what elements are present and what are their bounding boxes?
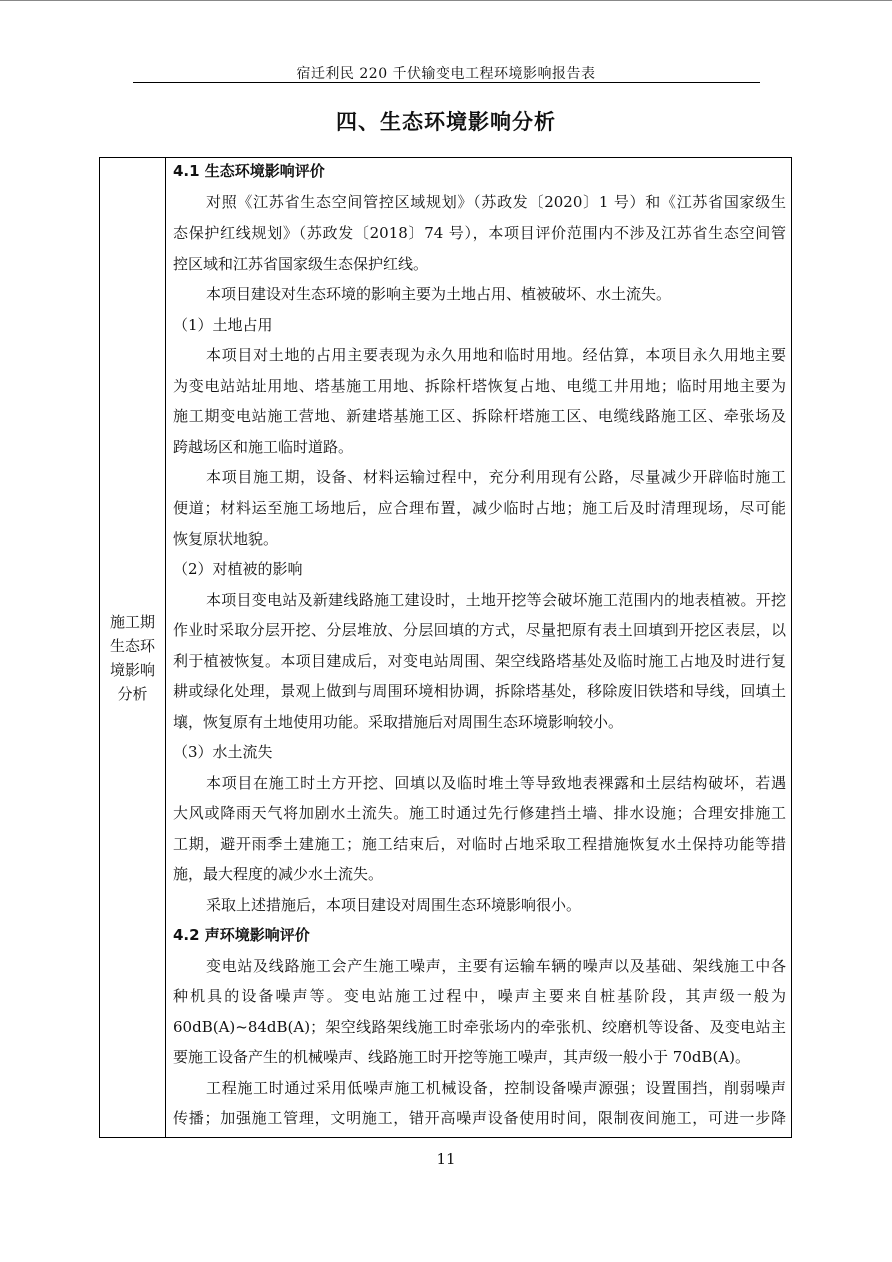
paragraph-line: 对照《江苏省生态空间管控区域规划》（苏政发〔2020〕1 号）和《江苏省国家级生 — [206, 193, 786, 211]
subheading-soil-erosion: （3）水土流失 — [173, 743, 273, 761]
left-label-line: 分析 — [117, 685, 148, 703]
paragraph-line: 工程施工时通过采用低噪声施工机械设备，控制设备噪声源强；设置围挡，削弱噪声 — [206, 1079, 786, 1097]
paragraph-line: 壤，恢复原有土地使用功能。采取措施后对周围生态环境影响较小。 — [173, 713, 624, 731]
paragraph-line: 本项目建设对生态环境的影响主要为土地占用、植被破坏、水土流失。 — [206, 285, 672, 303]
paragraph-line: 跨越场区和施工临时道路。 — [173, 438, 354, 456]
paragraph-line: 传播；加强施工管理，文明施工，错开高噪声设备使用时间，限制夜间施工，可进一步降 — [173, 1109, 786, 1127]
content-table — [99, 157, 792, 1138]
paragraph-line: 耕或绿化处理，景观上做到与周围环境相协调，拆除塔基处，移除废旧铁塔和导线，回填土 — [173, 682, 786, 700]
paragraph-line: 作业时采取分层开挖、分层堆放、分层回填的方式，尽量把原有表土回填到开挖区表层，以 — [173, 621, 786, 639]
left-label-line: 生态环 — [109, 637, 155, 655]
paragraph-line: 施工期变电站施工营地、新建塔基施工区、拆除杆塔施工区、电缆线路施工区、牵张场及 — [173, 407, 786, 425]
paragraph-line: 本项目对土地的占用主要表现为永久用地和临时用地。经估算，本项目永久用地主要 — [206, 346, 786, 364]
heading-4-1: 4.1 生态环境影响评价 — [173, 162, 325, 180]
section-title: 四、生态环境影响分析 — [336, 110, 556, 134]
paragraph-line: 本项目变电站及新建线路施工建设时，土地开挖等会破坏施工范围内的地表植被。开挖 — [206, 591, 786, 609]
page-number: 11 — [436, 1150, 456, 1168]
paragraph-line: 控区域和江苏省国家级生态保护红线。 — [173, 255, 429, 273]
paragraph-line: 态保护红线规划》（苏政发〔2018〕74 号），本项目评价范围内不涉及江苏省生态空间管 — [173, 224, 786, 242]
paragraph-line: 本项目施工期，设备、材料运输过程中，充分利用现有公路，尽量减少开辟临时施工 — [206, 468, 786, 486]
left-label-line: 境影响 — [109, 661, 155, 679]
paragraph-line: 便道；材料运至施工场地后，应合理布置，减少临时占地；施工后及时清理现场，尽可能 — [173, 499, 786, 517]
paragraph-line: 本项目在施工时土方开挖、回填以及临时堆土等导致地表裸露和土层结构破坏，若遇 — [206, 774, 786, 792]
paragraph-line: 为变电站站址用地、塔基施工用地、拆除杆塔恢复占地、电缆工井用地；临时用地主要为 — [173, 377, 786, 395]
page-top-border — [0, 0, 892, 1]
paragraph-line: 采取上述措施后，本项目建设对周围生态环境影响很小。 — [206, 896, 582, 914]
paragraph-line: 种机具的设备噪声等。变电站施工过程中，噪声主要来自桩基阶段，其声级一般为 — [173, 987, 786, 1005]
subheading-land-use: （1）土地占用 — [173, 316, 273, 334]
paragraph-line: 恢复原状地貌。 — [173, 530, 279, 548]
header-rule — [133, 82, 760, 83]
left-label-line: 施工期 — [109, 613, 155, 631]
left-label-cell — [100, 158, 166, 1137]
paragraph-line: 施，最大程度的减少水土流失。 — [173, 865, 384, 883]
paragraph-line: 60dB(A)~84dB(A)；架空线路架线施工时牵张场内的牵张机、绞磨机等设备、及变电站主 — [173, 1018, 786, 1036]
paragraph-line: 变电站及线路施工会产生施工噪声，主要有运输车辆的噪声以及基础、架线施工中各 — [206, 957, 786, 975]
paragraph-line: 大风或降雨天气将加剧水土流失。施工时通过先行修建挡土墙、排水设施；合理安排施工 — [173, 804, 786, 822]
paragraph-line: 要施工设备产生的机械噪声、线路施工时开挖等施工噪声，其声级一般小于 70dB(A)。 — [173, 1048, 751, 1066]
running-header: 宿迁利民 220 千伏输变电工程环境影响报告表 — [296, 66, 596, 82]
heading-4-2: 4.2 声环境影响评价 — [173, 926, 310, 944]
subheading-vegetation: （2）对植被的影响 — [173, 560, 303, 578]
left-label — [104, 610, 161, 706]
paragraph-line: 工期，避开雨季土建施工；施工结束后，对临时占地采取工程措施恢复水土保持功能等措 — [173, 835, 786, 853]
paragraph-line: 利于植被恢复。本项目建成后，对变电站周围、架空线路塔基处及临时施工占地及时进行复 — [173, 652, 786, 670]
